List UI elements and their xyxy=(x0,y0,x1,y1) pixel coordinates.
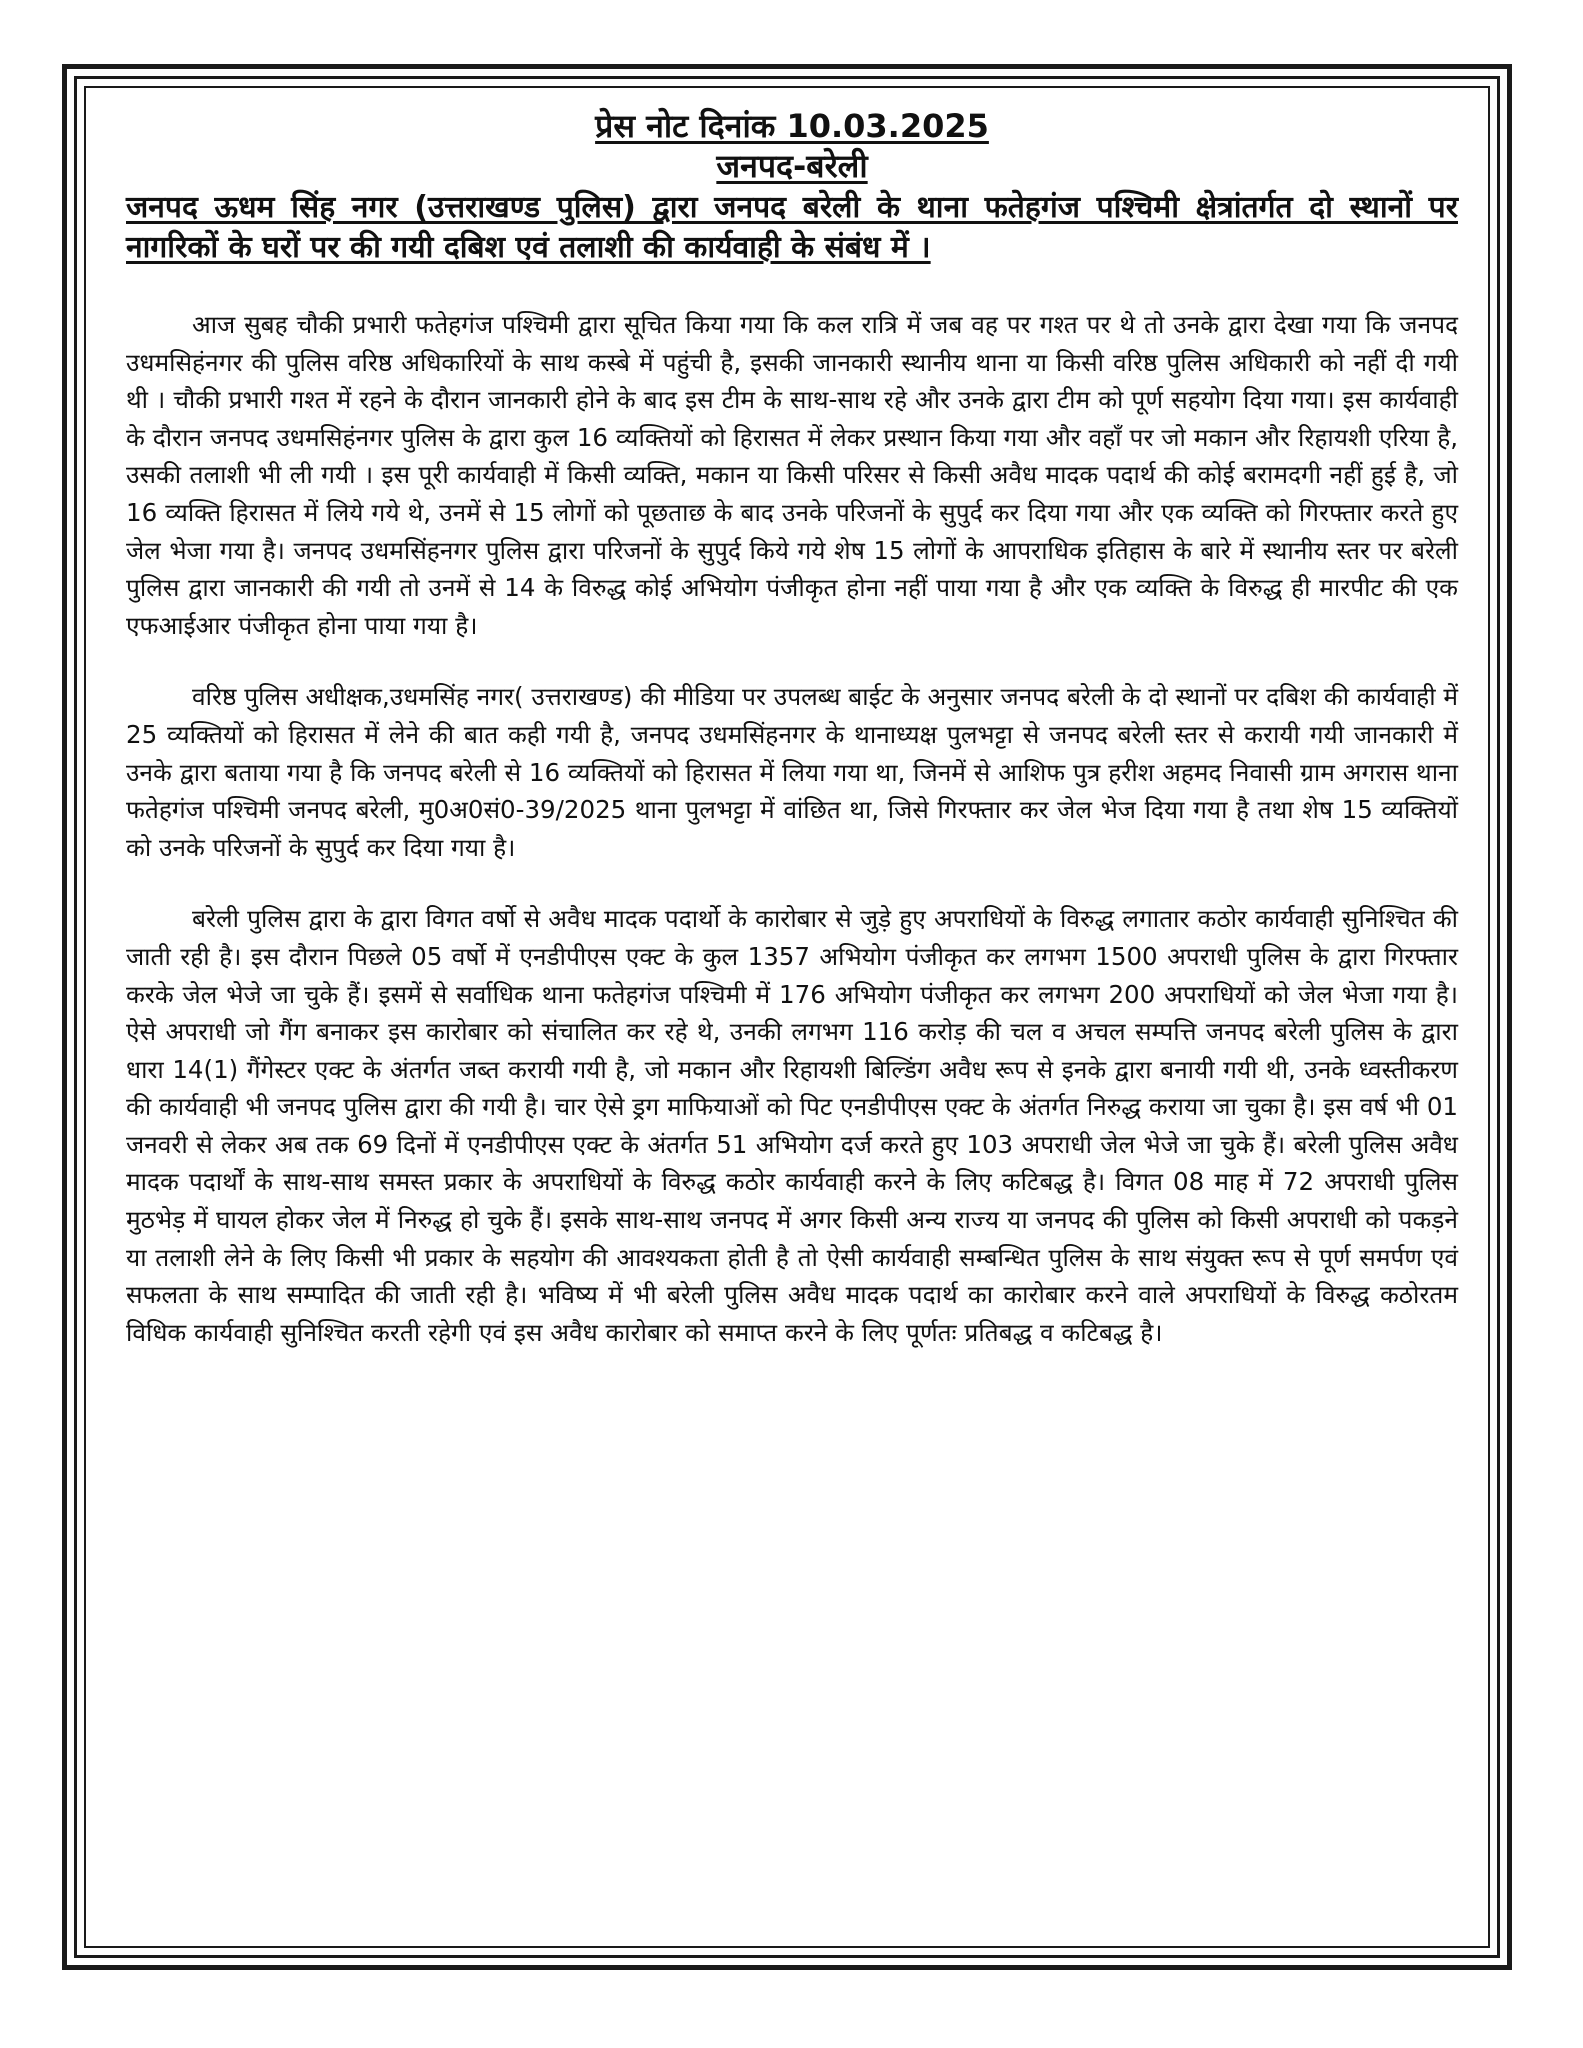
press-note-document xyxy=(126,106,1458,1351)
body-paragraph-2: वरिष्ठ पुलिस अधीक्षक,उधमसिंह नगर( उत्तराखण्ड) की मीडिया पर उपलब्ध बाईट के अनुसार जनपद बरेली के दो स्थानों पर दबिश की कार्यवाही में 25 व्यक्तियों को हिरासत में लेने की बात कही गयी है, जनपद उधमसिंहनगर के थानाध्यक्ष पुलभट्टा से जनपद बरेली स्तर से करायी गयी जानकारी में उनके द्वारा बताया गया है कि जनपद बरेली से 16 व्यक्तियों को हिरासत में लिया गया था, जिनमें से आशिफ पुत्र हरीश अहमद निवासी ग्राम अगरास थाना फतेहगंज पश्चिमी जनपद बरेली, मु0अ0सं0-39/2025 थाना पुलभट्टा में वांछित था, जिसे गिरफ्तार कर जेल भेज दिया गया है तथा शेष 15 व्यक्तियों को उनके परिजनों के सुपुर्द कर दिया गया है। xyxy=(126,682,1458,862)
body-paragraph-3: बरेली पुलिस द्वारा के द्वारा विगत वर्षो से अवैध मादक पदार्थो के कारोबार से जुड़े हुए अपराधियों के विरुद्ध लगातार कठोर कार्यवाही सुनिश्चित की जाती रही है। इस दौरान पिछले 05 वर्षो में एनडीपीएस एक्ट के कुल 1357 अभियोग पंजीकृत कर लगभग 1500 अपराधी पुलिस के द्वारा गिरफ्तार करके जेल भेजे जा चुके हैं। इसमें से सर्वाधिक थाना फतेहगंज पश्चिमी में 176 अभियोग पंजीकृत कर लगभग 200 अपराधियों को जेल भेजा गया है। ऐसे अपराधी जो गैंग बनाकर इस कारोबार को संचालित कर रहे थे, उनकी लगभग 116 करोड़ की चल व अचल सम्पत्ति जनपद बरेली पुलिस के द्वारा धारा 14(1) गैंगेस्टर एक्ट के अंतर्गत जब्त करायी गयी है, जो मकान और रिहायशी बिल्डिंग अवैध रूप से इनके द्वारा बनायी गयी थी, उनके ध्वस्तीकरण की कार्यवाही भी जनपद पुलिस द्वारा की गयी है। चार ऐसे ड्रग माफियाओं को पिट एनडीपीएस एक्ट के अंतर्गत निरुद्ध कराया जा चुका है। इस वर्ष भी 01 जनवरी से लेकर अब तक 69 दिनों में एनडीपीएस एक्ट के अंतर्गत 51 अभियोग दर्ज करते हुए 103 अपराधी जेल भेजे जा चुके हैं। बरेली पुलिस अवैध मादक पदार्थों के साथ-साथ समस्त प्रकार के अपराधियों के विरुद्ध कठोर कार्यवाही करने के लिए कटिबद्ध है। विगत 08 माह में 72 अपराधी पुलिस मुठभेड़ में घायल होकर जेल में निरुद्ध हो चुके हैं। इसके साथ-साथ जनपद में अगर किसी अन्य राज्य या जनपद की पुलिस को किसी अपराधी को पकड़ने या तलाशी लेने के लिए किसी भी प्रकार के सहयोग की आवश्यकता होती है तो ऐसी कार्यवाही सम्बन्धित पुलिस के साथ संयुक्त रूप से पूर्ण समर्पण एवं सफलता के साथ सम्पादित की जाती रही है। भविष्य में भी बरेली पुलिस अवैध मादक पदार्थ का कारोबार करने वाले अपराधियों के विरुद्ध कठोरतम विधिक कार्यवाही सुनिश्चित करती रहेगी एवं इस अवैध कारोबार को समाप्त करने के लिए पूर्णतः प्रतिबद्ध व कटिबद्ध है। xyxy=(126,904,1458,1347)
subject-heading: जनपद ऊधम सिंह नगर (उत्तराखण्ड पुलिस) द्वारा जनपद बरेली के थाना फतेहगंज पश्चिमी क्षेत्रांतर्गत दो स्थानों पर नागरिकों के घरों पर की गयी दबिश एवं तलाशी की कार्यवाही के संबंध में । xyxy=(126,190,1458,265)
press-note-date-title: प्रेस नोट दिनांक 10.03.2025 xyxy=(595,107,989,145)
district-title: जनपद-बरेली xyxy=(716,147,868,185)
body-paragraph-1: आज सुबह चौकी प्रभारी फतेहगंज पश्चिमी द्वारा सूचित किया गया कि कल रात्रि में जब वह पर गश्त पर थे तो उनके द्वारा देखा गया कि जनपद उधमसिहंनगर की पुलिस वरिष्ठ अधिकारियों के साथ कस्बे में पहुंची है, इसकी जानकारी स्थानीय थाना या किसी वरिष्ठ पुलिस अधिकारी को नहीं दी गयी थी । चौकी प्रभारी गश्त में रहने के दौरान जानकारी होने के बाद इस टीम के साथ-साथ रहे और उनके द्वारा टीम को पूर्ण सहयोग दिया गया। इस कार्यवाही के दौरान जनपद उधमसिहंनगर पुलिस के द्वारा कुल 16 व्यक्तियों को हिरासत में लेकर प्रस्थान किया गया और वहाँ पर जो मकान और रिहायशी एरिया है, उसकी तलाशी भी ली गयी । इस पूरी कार्यवाही में किसी व्यक्ति, मकान या किसी परिसर से किसी अवैध मादक पदार्थ की कोई बरामदगी नहीं हुई है, जो 16 व्यक्ति हिरासत में लिये गये थे, उनमें से 15 लोगों को पूछताछ के बाद उनके परिजनों के सुपुर्द कर दिया गया और एक व्यक्ति को गिरफ्तार करते हुए जेल भेजा गया है। जनपद उधमसिंहनगर पुलिस द्वारा परिजनों के सुपुर्द किये गये शेष 15 लोगों के आपराधिक इतिहास के बारे में स्थानीय स्तर पर बरेली पुलिस द्वारा जानकारी की गयी तो उनमें से 14 के विरुद्ध कोई अभियोग पंजीकृत होना नहीं पाया गया है और एक व्यक्ति के विरुद्ध ही मारपीट की एक एफआईआर पंजीकृत होना पाया गया है। xyxy=(126,310,1458,640)
